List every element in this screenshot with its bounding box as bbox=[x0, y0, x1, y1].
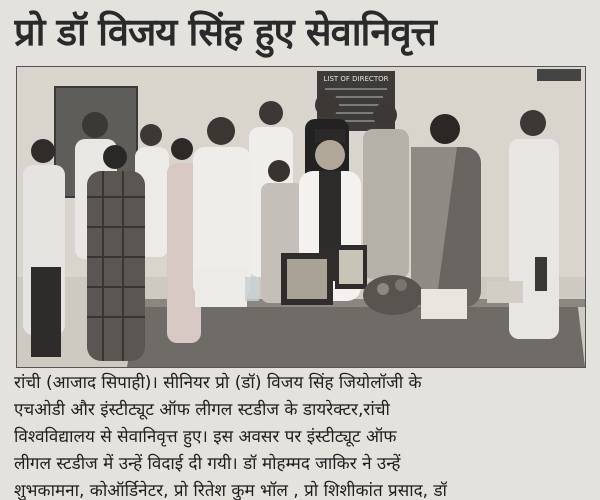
photo-illustration bbox=[17, 67, 585, 367]
article-body bbox=[14, 370, 586, 500]
article-line: विश्वविद्यालय से सेवानिवृत्त हुए। इस अवसर पर इंस्टीट्यूट ऑफ bbox=[14, 427, 397, 447]
article-line: शुभकामना, कोऑर्डिनेटर, प्रो रितेश कुम भॉल , प्रो शिशीकांत प्रसाद, डॉ bbox=[14, 481, 447, 500]
article-line: रांची (आजाद सिपाही)। सीनियर प्रो (डॉ) विजय सिंह जियोलॉजी के bbox=[14, 373, 422, 393]
headline: प्रो डॉ विजय सिंह हुए सेवानिवृत्त bbox=[14, 10, 436, 54]
article-line: एचओडी और इंस्टीट्यूट ऑफ लीगल स्टडीज के डायरेक्टर,रांची bbox=[14, 400, 390, 420]
news-photo bbox=[16, 66, 586, 368]
bouquet bbox=[363, 275, 423, 315]
director-board-title: LIST OF DIRECTOR bbox=[323, 75, 389, 83]
article-line: लीगल स्टडीज में उन्हें विदाई दी गयी। डॉ मोहम्मद जाकिर ने उन्हें bbox=[14, 454, 401, 474]
